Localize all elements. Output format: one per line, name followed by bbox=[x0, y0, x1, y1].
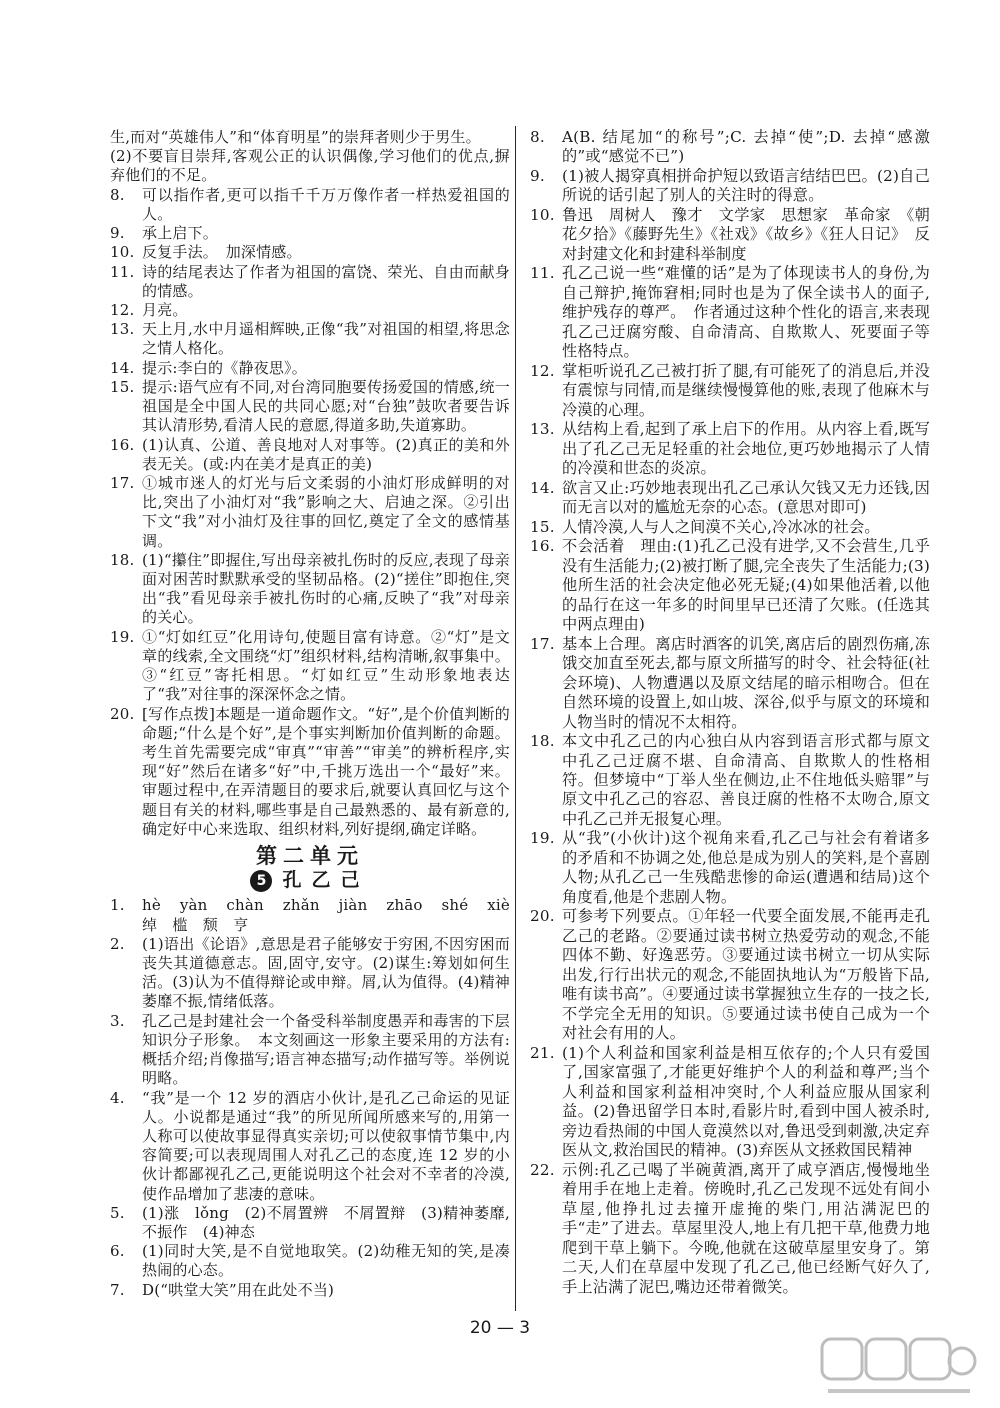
answer-item bbox=[110, 243, 510, 262]
lesson-number-badge: 5 bbox=[250, 870, 272, 892]
item-text: 月亮。 bbox=[142, 300, 188, 319]
lesson-answer-list bbox=[110, 896, 526, 1300]
item-number: 22. bbox=[530, 1160, 555, 1179]
right-column bbox=[530, 128, 930, 1297]
item-number: 10. bbox=[110, 243, 135, 262]
answer-item bbox=[530, 537, 930, 634]
answer-list bbox=[110, 186, 510, 839]
left-column bbox=[110, 128, 526, 1300]
item-number: 19. bbox=[530, 829, 555, 848]
item-text: (1)语出《论语》,意思是君子能够安于穷困,不因穷困而丧失其道德意志。固,固守,安守。(2)谋生:筹划如何生活。(3)认为不值得辩论或申辩。屑,认为值得。(4)精神萎靡不振,情绪低落。 bbox=[142, 934, 510, 1011]
answer-item bbox=[110, 186, 510, 224]
answer-item bbox=[110, 474, 510, 551]
item-number: 16. bbox=[110, 435, 135, 454]
item-text: D(“哄堂大笑”用在此处不当) bbox=[142, 1280, 335, 1299]
item-text: 提示:李白的《静夜思》。 bbox=[142, 358, 307, 377]
answer-item bbox=[110, 224, 510, 243]
item-number: 5. bbox=[110, 1203, 125, 1222]
item-text: (1)涨 lǒng (2)不屑置辨 不屑置辩 (3)精神萎靡,不振作 (4)神态 bbox=[142, 1203, 510, 1242]
column-divider bbox=[515, 126, 516, 1311]
item-text: 可参考下列要点。①年轻一代要全面发展,不能再走孔乙己的老路。②要通过读书树立热爱劳动的观念,不能四体不勤、好逸恶劳。③要通过读书树立一切从实际出发,行行出状元的观念,不能固执地认为“万般皆下品,唯有读书高”。④要通过读书掌握独立生存的一技之长,不学完全无用的知识。⑤要通过读书使自己成为一个对社会有用的人。 bbox=[562, 907, 930, 1043]
answer-item bbox=[110, 551, 510, 628]
item-text: 人情冷漠,人与人之间漠不关心,冷冰冰的社会。 bbox=[562, 517, 880, 536]
item-number: 9. bbox=[530, 166, 545, 185]
item-number: 7. bbox=[110, 1280, 125, 1299]
answer-item bbox=[530, 479, 930, 518]
item-number: 11. bbox=[110, 262, 135, 281]
answer-item bbox=[530, 420, 930, 478]
item-number: 12. bbox=[110, 300, 135, 319]
item-text: 提示:语气应有不同,对台湾同胞要传扬爱国的情感,统一祖国是全中国人民的共同心愿;对“台独”鼓吹者要告诉其认清形势,看清人民的意愿,得道多助,失道寡助。 bbox=[142, 377, 510, 435]
item-text: ①“灯如红豆”化用诗句,使题目富有诗意。②“灯”是文章的线索,全文围绕“灯”组织材料,结构清晰,叙事集中。③“红豆”寄托相思。“灯如红豆”生动形象地表达了“我”对往事的深深怀念之情。 bbox=[142, 627, 510, 704]
item-text: 不会活着 理由:(1)孔乙己没有进学,又不会营生,几乎没有生活能力;(2)被打断了腿,完全丧失了生活能力;(3)他所生活的社会决定他必死无疑;(4)如果他活着,以他的品行在这一年多的时间里早已还清了欠账。(任选其中两点理由) bbox=[562, 537, 930, 634]
item-text: [写作点拨]本题是一道命题作文。“好”,是个价值判断的命题;“什么是个好”,是个事实判断加价值判断的命题。考生首先需要完成“审真”“审善”“审美”的辨析程序,实现“好”然后在诸多“好”中,千挑万选出一个“最好”来。审题过程中,在弄清题目的要求后,就要认真回忆与这个题目有关的材料,哪些事是自己最熟悉的、最有新意的,确定好中心来选取、组织材料,列好提纲,确定详略。 bbox=[142, 704, 510, 838]
lesson-answer-item bbox=[110, 935, 510, 1012]
answer-item bbox=[530, 362, 930, 420]
item-text: 掌柜听说孔乙己被打折了腿,有可能死了的消息后,并没有震惊与同情,而是继续慢慢算他的账,表现了他麻木与冷漠的心理。 bbox=[562, 361, 930, 419]
lesson-title-text: 孔乙己 bbox=[282, 869, 370, 892]
item-text: (1)认真、公道、善良地对人对事等。(2)真正的美和外表无关。(或:内在美才是真正的美) bbox=[142, 435, 510, 473]
item-number: 14. bbox=[530, 478, 555, 497]
item-number: 19. bbox=[110, 627, 135, 646]
item-number: 8. bbox=[110, 185, 125, 204]
item-number: 15. bbox=[530, 517, 555, 536]
item-text: ①城市迷人的灯光与后文柔弱的小油灯形成鲜明的对比,突出了小油灯对“我”影响之大、启迪之深。②引出下文“我”对小油灯及往事的回忆,奠定了全文的感情基调。 bbox=[142, 473, 510, 550]
answer-item bbox=[530, 206, 930, 264]
item-number: 12. bbox=[530, 361, 555, 380]
item-text: 欲言又止:巧妙地表现出孔乙己承认欠钱又无力还钱,因而无言以对的尴尬无奈的心态。(意思对即可) bbox=[562, 478, 930, 517]
item-number: 21. bbox=[530, 1043, 555, 1062]
item-text: 可以指作者,更可以指千千万万像作者一样热爱祖国的人。 bbox=[142, 185, 510, 223]
item-number: 17. bbox=[530, 634, 555, 653]
answer-item bbox=[530, 907, 930, 1043]
item-number: 9. bbox=[110, 224, 125, 243]
item-number: 20. bbox=[530, 907, 555, 926]
item-text: (1)“攥住”即握住,写出母亲被扎伤时的反应,表现了母亲面对困苦时默默承受的坚韧品格。(2)“搓住”即抱住,突出“我”看见母亲手被扎伤时的心痛,反映了“我”对母亲的关心。 bbox=[142, 550, 510, 627]
unit-title: 第二单元 bbox=[256, 844, 364, 869]
answer-item bbox=[530, 167, 930, 206]
item-number: 1. bbox=[110, 896, 125, 915]
item-number: 10. bbox=[530, 205, 555, 224]
item-number: 11. bbox=[530, 264, 555, 283]
item-number: 18. bbox=[530, 732, 555, 751]
item-number: 14. bbox=[110, 358, 135, 377]
lesson-title bbox=[110, 870, 510, 892]
answer-item bbox=[530, 829, 930, 907]
answer-list bbox=[530, 128, 930, 1297]
item-number: 17. bbox=[110, 473, 135, 492]
lesson-answer-item bbox=[110, 1281, 510, 1300]
item-number: 15. bbox=[110, 377, 135, 396]
answer-item bbox=[530, 1161, 930, 1297]
item-text: 基本上合理。离店时酒客的讥笑,离店后的剧烈伤痛,冻饿交加直至死去,都与原文所描写的时令、社会特征(社会环境)、人物遭遇以及原文结尾的暗示相吻合。但在自然环境的设置上,如山坡、深谷,似乎与原文的环境和人物当时的情况不太相符。 bbox=[562, 634, 930, 731]
item-text: 鲁迅 周树人 豫才 文学家 思想家 革命家 《朝花夕拾》《藤野先生》《社戏》《故乡》《狂人日记》 反对封建文化和封建科举制度 bbox=[562, 205, 930, 263]
item-text: hè yàn chàn zhǎn jiàn zhāo shé xiè 绰 槛 颓 亨 bbox=[142, 896, 526, 934]
item-number: 16. bbox=[530, 537, 555, 556]
item-number: 13. bbox=[530, 420, 555, 439]
answer-item bbox=[110, 320, 510, 358]
item-text: (1)被人揭穿真相拼命护短以致语言结结巴巴。(2)自己所说的话引起了别人的关注时的得意。 bbox=[562, 166, 930, 205]
item-text: “我”是一个 12 岁的酒店小伙计,是孔乙己命运的见证人。小说都是通过“我”的所见所闻所感来写的,用第一人称可以使故事显得真实亲切;可以使叙事情节集中,内容简要;可以表现周围人对孔乙己的态度,连 12 岁的小伙计都鄙视孔乙己,更能说明这个社会对不幸者的冷漠,使作品增加了悲凄的意味。 bbox=[142, 1088, 510, 1203]
answer-item bbox=[110, 359, 510, 378]
answer-item bbox=[530, 1044, 930, 1161]
answer-item bbox=[530, 128, 930, 167]
item-number: 3. bbox=[110, 1011, 125, 1030]
item-number: 8. bbox=[530, 128, 545, 146]
continued-text: (2)不要盲目崇拜,客观公正的认识偶像,学习他们的优点,摒弃他们的不足。 bbox=[110, 147, 510, 185]
lesson-answer-item bbox=[110, 1204, 510, 1242]
item-text: 孔乙己是封建社会一个备受科举制度愚弄和毒害的下层知识分子形象。 本文刻画这一形象主要采用的方法有:概括介绍;肖像描写;语言神态描写;动作描写等。举例说明略。 bbox=[142, 1011, 510, 1088]
item-number: 13. bbox=[110, 320, 135, 339]
item-text: A(B. 结尾加“的称号”;C. 去掉“使”;D. 去掉“感激的”或“感觉不已”) bbox=[562, 128, 930, 166]
lesson-answer-item bbox=[110, 1012, 510, 1089]
item-number: 4. bbox=[110, 1088, 125, 1107]
continued-text: 生,而对“英雄伟人”和“体育明星”的崇拜者则少于男生。 bbox=[110, 128, 481, 146]
answer-item bbox=[530, 635, 930, 732]
item-number: 20. bbox=[110, 704, 135, 723]
item-number: 2. bbox=[110, 934, 125, 953]
answer-item bbox=[110, 436, 510, 474]
item-number: 6. bbox=[110, 1242, 125, 1261]
item-text: 孔乙己说一些“难懂的话”是为了体现读书人的身份,为自己辩护,掩饰窘相;同时也是为了保全读书人的面子,维护残存的尊严。 作者通过这种个性化的语言,来表现孔乙己迂腐穷酸、自命清高、自欺欺人、死要面子等性格特点。 bbox=[562, 264, 930, 361]
item-text: (1)个人利益和国家利益是相互依存的;个人只有爱国了,国家富强了,才能更好维护个人的利益和尊严;当个人利益和国家利益相冲突时,个人利益应服从国家利益。(2)鲁迅留学日本时,看影片时,看到中国人被杀时,旁边看热闹的中国人竟漠然以对,鲁迅受到刺激,决定弃医从文,救治国民的精神。(3)弃医从文拯救国民精神 bbox=[562, 1043, 930, 1160]
answer-item bbox=[110, 378, 510, 436]
answer-item bbox=[530, 518, 930, 537]
lesson-answer-item bbox=[110, 1242, 510, 1280]
answer-item bbox=[110, 628, 510, 705]
item-text: 示例:孔乙己喝了半碗黄酒,离开了咸亨酒店,慢慢地坐着用手在地上走着。傍晚时,孔乙己发现不远处有间小草屋,他挣扎过去撞开虚掩的柴门,用沾满泥巴的手“走”了进去。草屋里没人,地上有几把干草,他费力地爬到干草上躺下。今晚,他就在这破草屋里安身了。第二天,人们在草屋中发现了孔乙己,他已经断气好久了,手上沾满了泥巴,嘴边还带着微笑。 bbox=[562, 1160, 930, 1296]
lesson-answer-item bbox=[110, 896, 526, 934]
watermark-logo bbox=[820, 1335, 978, 1399]
page-number: 20 — 3 bbox=[469, 1318, 531, 1338]
item-text: 天上月,水中月遥相辉映,正像“我”对祖国的相望,将思念之情人格化。 bbox=[142, 320, 510, 358]
item-text: 承上启下。 bbox=[142, 224, 219, 243]
item-text: 反复手法。 加深情感。 bbox=[142, 243, 302, 262]
item-number: 18. bbox=[110, 550, 135, 569]
item-text: (1)同时大笑,是不自觉地取笑。(2)幼稚无知的笑,是凑热闹的心态。 bbox=[142, 1242, 510, 1280]
item-text: 诗的结尾表达了作者为祖国的富饶、荣光、自由而献身的情感。 bbox=[142, 262, 510, 300]
answer-item bbox=[530, 264, 930, 361]
item-text: 本文中孔乙己的内心独白从内容到语言形式都与原文中孔乙己迂腐不堪、自命清高、自欺欺人的性格相符。但梦境中“丁举人坐在侧边,止不住地低头赔罪”与原文中孔乙己的容忍、善良迂腐的性格不太吻合,原文中孔乙己并无报复心理。 bbox=[562, 732, 930, 828]
answer-item bbox=[110, 263, 510, 301]
item-text: 从“我”(小伙计)这个视角来看,孔乙己与社会有着诸多的矛盾和不协调之处,他总是成为别人的笑料,是个喜剧人物;从孔乙己一生残酷悲惨的命运(遭遇和结局)这个角度看,他是个悲剧人物。 bbox=[562, 829, 930, 906]
item-text: 从结构上看,起到了承上启下的作用。从内容上看,既写出了孔乙己无足轻重的社会地位,更巧妙地揭示了人情的冷漠和世态的炎凉。 bbox=[562, 420, 930, 478]
lesson-answer-item bbox=[110, 1089, 510, 1204]
answer-item bbox=[530, 732, 930, 829]
answer-item bbox=[110, 705, 510, 840]
answer-item bbox=[110, 301, 510, 320]
